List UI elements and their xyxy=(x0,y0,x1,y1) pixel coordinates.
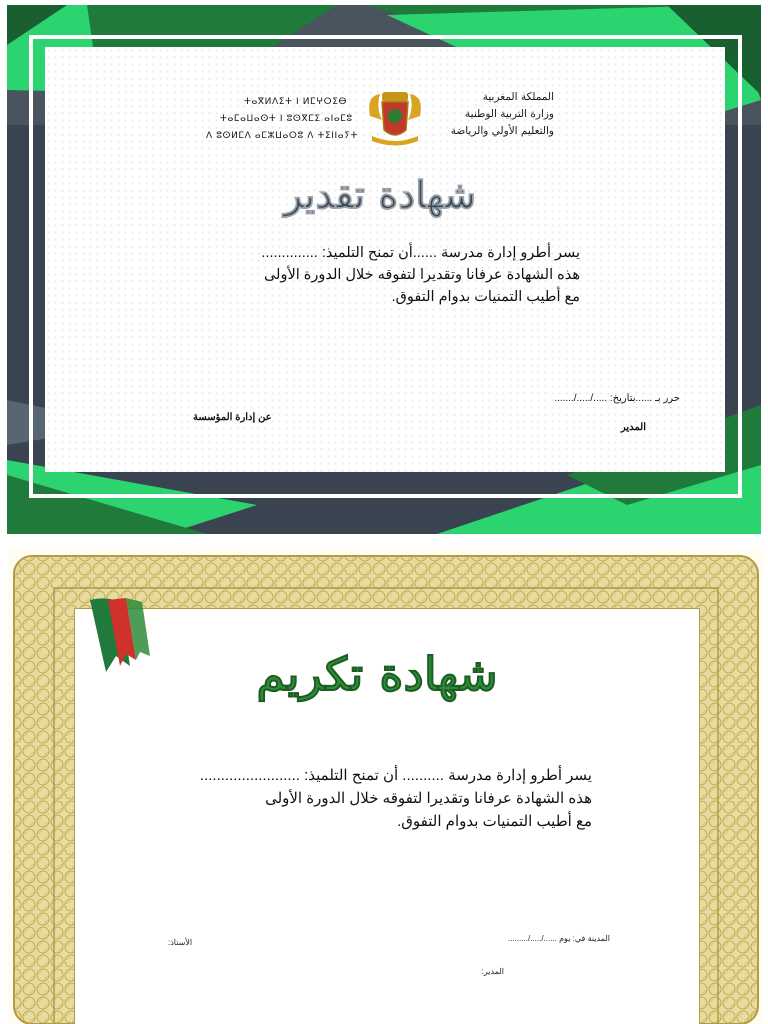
certificate-2-body: يسر أطرو إدارة مدرسة .......... أن تمنح التلميذ: ........................ هذه الشهادة عرفانا وتقديرا لتفوقه خلال الدورة الأولى مع أطيب التمنيات بدوام التفوق. xyxy=(199,767,592,830)
svg-text:شهادة تقدير: شهادة تقدير xyxy=(283,172,477,217)
certificate-1-institution-label: عن إدارة المؤسسة xyxy=(193,412,272,423)
certificate-1-director-label: المدير xyxy=(620,422,646,433)
svg-text:شهادة تكريم: شهادة تكريم xyxy=(256,647,498,701)
certificate-2-title xyxy=(236,630,518,722)
ministry-name-tifinagh: ⵜⴰⴳⵍⴷⵉⵜ ⵏ ⵍⵎⵖⵔⵉⴱ ⵜⴰⵎⴰⵡⴰⵙⵜ ⵏ ⵓⵙⴳⵎⵉ ⴰⵏⴰⵎⵓ ⴷ ⵓⵙⵍⵎⴷ ⴰⵎⵣⵡⴰⵔⵓ ⴷ ⵜⵉⵏⵏⴰⵢⵜ xyxy=(206,97,358,141)
certificate-1-title xyxy=(270,160,490,232)
ribbon-icon xyxy=(86,596,154,672)
certificate-1-body: يسر أطرو إدارة مدرسة ......أن تمنح التلميذ: .............. هذه الشهادة عرفانا وتقديرا لتفوقه خلال الدورة الأولى مع أطيب التمنيات بدوام التفوق. xyxy=(261,245,580,305)
ministry-name-arabic: المملكة المغربية وزارة التربية الوطنية والتعليم الأولي والرياضة xyxy=(450,91,554,137)
certificate-2-date-line: المدينة في: يوم ....../...../......... xyxy=(507,934,610,943)
certificate-2-teacher-label: الأستاذ: xyxy=(168,938,193,947)
certificate-1-date-line: حرر بـ ......بتاريخ: ...../...../....... xyxy=(554,393,680,404)
certificate-2-director-label: المدير: xyxy=(481,967,504,976)
